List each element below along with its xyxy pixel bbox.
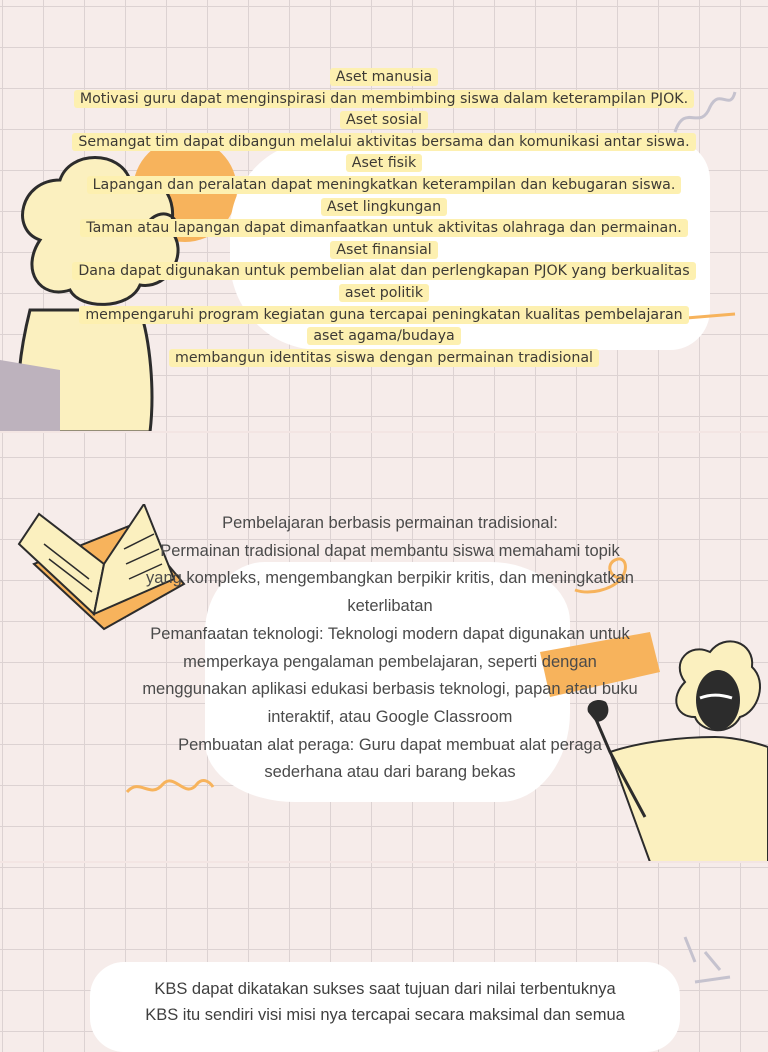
text-line: yang kompleks, mengembangkan berpikir kritis, dan meningkatkan <box>146 569 634 588</box>
conclusion-section <box>0 862 768 1024</box>
asset-heading: aset agama/budaya <box>0 326 768 348</box>
asset-list <box>0 67 768 369</box>
assets-section <box>0 0 768 432</box>
methods-section <box>0 432 768 862</box>
text-line: Permainan tradisional dapat membantu siswa memahami topik <box>160 541 620 560</box>
asset-description: Lapangan dan peralatan dapat meningkatkan keterampilan dan kebugaran siswa. <box>0 175 768 197</box>
text-line: KBS dapat dikatakan sukses saat tujuan dari nilai terbentuknya <box>154 980 616 998</box>
text-line: Pemanfaatan teknologi: Teknologi modern dapat digunakan untuk <box>150 624 630 643</box>
asset-description: Dana dapat digunakan untuk pembelian alat dan perlengkapan PJOK yang berkualitas <box>0 261 768 283</box>
text-line: menggunakan aplikasi edukasi berbasis teknologi, papan atau buku <box>142 680 638 699</box>
text-line: KBS itu sendiri visi misi nya tercapai secara maksimal dan semua <box>145 1006 625 1024</box>
text-line: keterlibatan <box>347 597 433 616</box>
asset-description: Motivasi guru dapat menginspirasi dan membimbing siswa dalam keterampilan PJOK. <box>0 89 768 111</box>
asset-heading: Aset finansial <box>0 240 768 262</box>
asset-description: Semangat tim dapat dibangun melalui aktivitas bersama dan komunikasi antar siswa. <box>0 132 768 154</box>
asset-description: mempengaruhi program kegiatan guna tercapai peningkatan kualitas pembelajaran <box>0 305 768 327</box>
doodle-squiggle-icon <box>675 932 735 992</box>
text-line: sederhana atau dari barang bekas <box>264 763 516 782</box>
asset-heading: Aset lingkungan <box>0 197 768 219</box>
asset-description: membangun identitas siswa dengan permainan tradisional <box>0 348 768 370</box>
asset-heading: aset politik <box>0 283 768 305</box>
text-line: memperkaya pengalaman pembelajaran, seperti dengan <box>183 652 597 671</box>
asset-heading: Aset manusia <box>0 67 768 89</box>
text-line: Pembuatan alat peraga: Guru dapat membuat alat peraga <box>178 735 602 754</box>
text-line: Pembelajaran berbasis permainan tradisional: <box>222 514 558 532</box>
asset-heading: Aset fisik <box>0 153 768 175</box>
methods-text <box>142 510 638 787</box>
conclusion-text <box>95 976 675 1028</box>
asset-heading: Aset sosial <box>0 110 768 132</box>
text-line: interaktif, atau Google Classroom <box>267 707 513 726</box>
asset-description: Taman atau lapangan dapat dimanfaatkan untuk aktivitas olahraga dan permainan. <box>0 218 768 240</box>
